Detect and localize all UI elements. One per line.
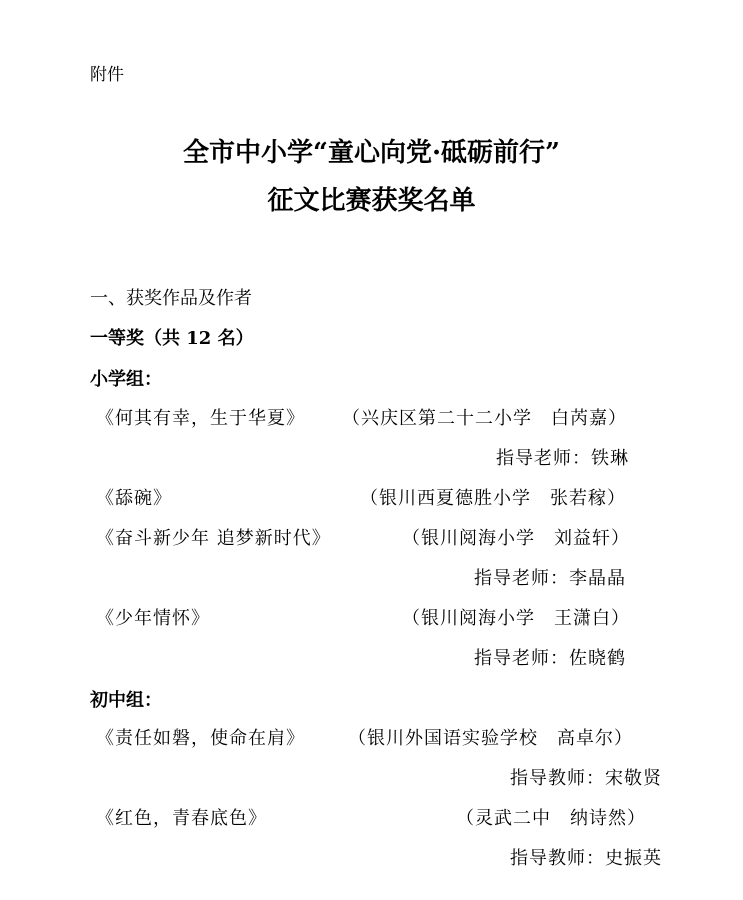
group-label-junior: 初中组： <box>90 690 162 711</box>
work-title: 《舔碗》 <box>96 488 172 509</box>
teacher-info: 指导教师：宋敬贤 <box>510 768 662 789</box>
document-title-line2: 征文比赛获奖名单 <box>267 186 476 216</box>
author-info: （银川阅海小学 王潇白） <box>402 608 630 629</box>
author-info: （银川阅海小学 刘益轩） <box>402 528 630 549</box>
work-title: 《少年情怀》 <box>96 608 210 629</box>
prize-heading: 一等奖（共 12 名） <box>90 328 254 349</box>
author-info: （银川外国语实验学校 高卓尔） <box>348 728 633 749</box>
author-info: （兴庆区第二十二小学 白芮嘉） <box>342 408 627 429</box>
teacher-info: 指导教师：史振英 <box>510 848 662 869</box>
work-title: 《红色，青春底色》 <box>96 808 267 829</box>
author-info: （银川西夏德胜小学 张若稼） <box>360 488 626 509</box>
teacher-info: 指导老师：铁琳 <box>496 448 629 469</box>
attachment-label: 附件 <box>90 65 124 85</box>
teacher-info: 指导老师：佐晓鹤 <box>474 648 626 669</box>
work-title: 《责任如磐，使命在肩》 <box>96 728 305 749</box>
document-title-line1: 全市中小学“童心向党·砥砺前行” <box>183 138 560 168</box>
teacher-info: 指导老师：李晶晶 <box>474 568 626 589</box>
section-heading: 一、获奖作品及作者 <box>90 288 252 309</box>
work-title: 《奋斗新少年 追梦新时代》 <box>96 528 331 549</box>
author-info: （灵武二中 纳诗然） <box>456 808 646 829</box>
work-title: 《何其有幸，生于华夏》 <box>96 408 305 429</box>
group-label-primary: 小学组： <box>90 369 162 390</box>
